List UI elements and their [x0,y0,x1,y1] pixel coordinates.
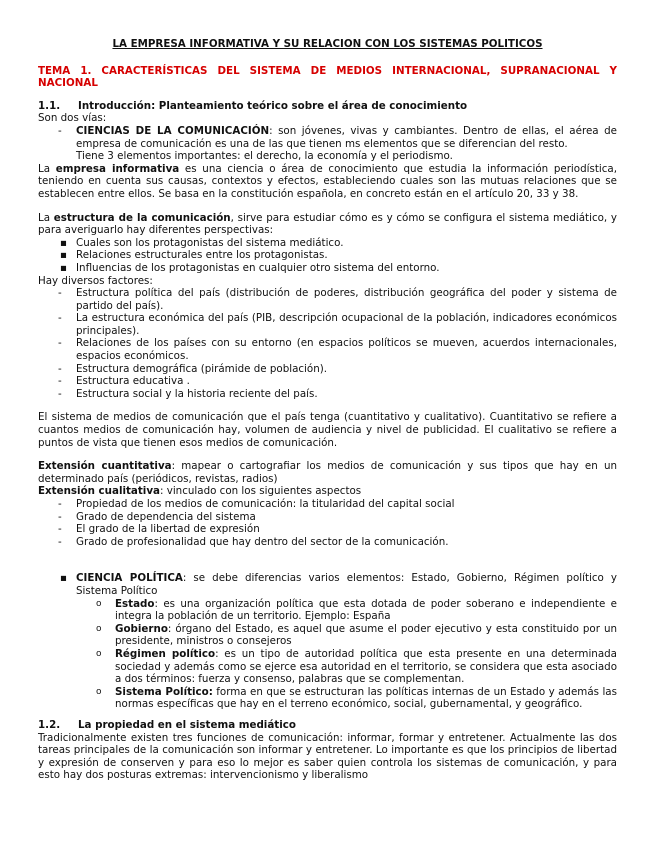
ext-cual-label: Extensión cualitativa [38,485,160,498]
list-item: - Propiedad de los medios de comunicación: la titularidad del capital social [38,498,617,511]
list-item: - Estructura demográfica (pirámide de población). [38,363,617,376]
text-run: : vinculado con los siguientes aspectos [159,485,362,498]
final-paragraph: Tradicionalmente existen tres funciones de comunicación: informar, formar y entretener. Actualmente las dos tareas principales de la comunicación son informar y entretener. Lo importante es que los principios de libertad y expresión de conserven y para eso lo mejor es saber quien controla los sistemas de comunicación, y para esto hay dos posturas extremas: intervencionismo y liberalismo [38,731,617,782]
spacer [38,711,617,719]
list-item: - Estructura social y la historia reciente del país. [38,388,617,401]
elemento-label: Estado [115,597,155,610]
section-number: 1.1. [38,99,61,112]
list-item: - Relaciones de los países con su entorno (en espacios políticos se mueven, acuerdos internacionales, espacios económicos. [38,337,617,362]
list-item: ▪ Relaciones estructurales entre los protagonistas. [38,249,617,262]
ciencias-label: CIENCIAS DE LA COMUNICACIÓN [76,124,270,137]
list-item: - Estructura educativa . [38,375,617,388]
document-title: LA EMPRESA INFORMATIVA Y SU RELACION CON LOS SISTEMAS POLITICOS [112,38,543,50]
empresa-bold: empresa informativa [55,162,180,175]
text-run: , sirve para estudiar cómo es y cómo se configura el sistema mediático, y para averiguarlo hay diferentes perspectivas: [38,211,617,237]
estructura-paragraph [38,212,617,237]
estructura-bold: estructura de la comunicación [53,211,231,224]
extension-cualitativa [38,485,617,498]
tema-heading: TEMA 1. CARACTERÍSTICAS DEL SISTEMA DE MEDIOS INTERNACIONAL, SUPRANACIONAL Y NACIONAL [38,64,617,90]
text-run: : es una organización política que esta dotada de poder soberano e independiente e integra la población de un territorio. Ejemplo: España [115,597,617,623]
factores-list [38,287,617,400]
text-run: : es un tipo de autoridad política que esta presente en una determinada sociedad y además como se ejerce esa autoridad en el territorio, se considera que esta asociado a dos términos: fuerza y consenso, palabras que se complementan. [115,647,617,686]
ciencias-continuation: Tiene 3 elementos importantes: el derecho, la economía y el periodismo. [76,150,453,163]
section-title: La propiedad en el sistema mediático [78,718,296,731]
list-item [38,125,617,150]
text-run: forma en que se estructuran las políticas internas de un Estado y además las normas específicas que hay en el terreno económico, social, gubernamental, y geográfico. [115,685,617,711]
list-item: - Grado de dependencia del sistema [38,511,617,524]
list-item: - El grado de la libertad de expresión [38,523,617,536]
elementos-list [38,598,617,711]
list-item [38,648,617,686]
list-item: - Estructura política del país (distribución de poderes, distribución geográfica del poder y sistema de partido del país). [38,287,617,312]
empresa-paragraph [38,163,617,201]
vias-list [38,125,617,150]
ciencia-politica-label: CIENCIA POLÍTICA [76,572,183,585]
section-heading-1-2 [38,719,617,732]
list-item: - La estructura económica del país (PIB, descripción ocupacional de la población, indicadores económicos principales). [38,312,617,337]
list-item [38,598,617,623]
elemento-label: Sistema Político: [115,685,213,698]
text-run: es una ciencia o área de conocimiento que estudia la información periodística, teniendo en cuenta sus causas, contextos y efectos, estableciendo cuales son las mutuas relaciones que se establecen entre ellos. Se basa en la constitución española, en concreto están en el artículo 20, 33 y 38. [38,162,617,200]
sistema-paragraph: El sistema de medios de comunicación que el país tenga (cuantitativo y cualitativo). Cuantitativo se refiere a cuantos medios de comunicación hay, volumen de audiencia y nivel de publicidad. El cualitativo se refiere a puntos de vista que tienen esos medios de comunicación. [38,411,617,449]
ext-cuant-label: Extensión cuantitativa [38,460,172,473]
section-heading-1-1 [38,100,617,113]
text-run: La [38,211,54,224]
text-run: La [38,162,56,175]
list-item [38,686,617,711]
factores-intro: Hay diversos factores: [38,274,153,287]
perspectivas-list [38,237,617,275]
section-title: Introducción: Planteamiento teórico sobre el área de conocimiento [78,99,468,112]
text-run: : se debe diferencias varios elementos: Estado, Gobierno, Régimen político y Sistema Político [76,572,617,597]
text-run: : órgano del Estado, es aquel que asume el poder ejecutivo y esta constituido por un presidente, ministros o consejeros [115,622,617,648]
spacer [38,400,617,411]
son-dos-vias: Son dos vías: [38,112,107,125]
spacer [38,201,617,212]
list-item: ▪ Influencias de los protagonistas en cualquier otro sistema del entorno. [38,262,617,275]
elemento-label: Gobierno [115,622,168,635]
list-item: ▪ Cuales son los protagonistas del sistema mediático. [38,237,617,250]
aspectos-list [38,498,617,548]
section-number: 1.2. [38,718,61,731]
ciencias-text: : son jóvenes, vivas y cambiantes. Dentro de ellas, el aérea de empresa de comunicación es una de las que tienen ms elementos que se diferencian del resto. [76,124,617,150]
list-item: - Grado de profesionalidad que hay dentro del sector de la comunicación. [38,536,617,549]
extension-cuantitativa [38,460,617,485]
spacer [38,548,617,572]
list-item [38,623,617,648]
spacer [38,449,617,460]
ciencia-politica-item [38,572,617,597]
text-run: : mapear o cartografiar los medios de comunicación y sus tipos que hay en un determinado país (periódicos, revistas, radios) [38,460,617,485]
elemento-label: Régimen político [115,647,216,660]
